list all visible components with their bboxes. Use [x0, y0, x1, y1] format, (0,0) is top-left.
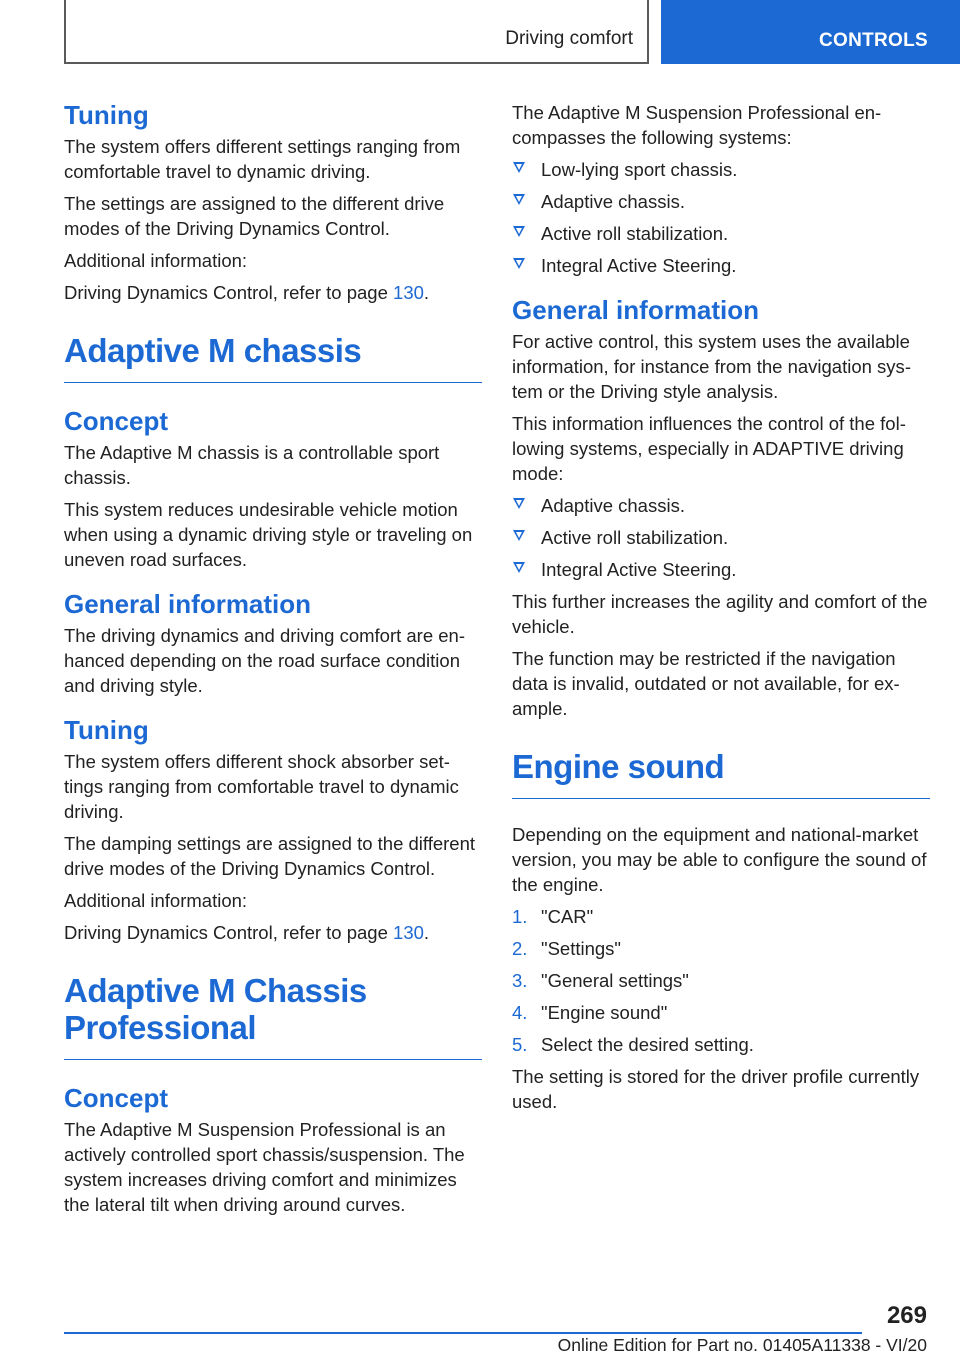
- list-item: Integral Active Steering.: [512, 253, 930, 278]
- list-item: Low-lying sport chassis.: [512, 157, 930, 182]
- paragraph: The system offers different shock absorber settings ranging from comfortable travel to dynamic driving.: [64, 751, 459, 822]
- paragraph: This information influences the control of the following systems, especially in ADAPTIVE driving mode:: [512, 413, 906, 484]
- step-number: 4.: [512, 1002, 528, 1023]
- paragraph: For active control, this system uses the available information, for instance from the navigation system or the Driving style analysis.: [512, 331, 911, 402]
- steps-list: [512, 904, 930, 1057]
- list-item: 5. Select the desired setting.: [512, 1034, 754, 1055]
- triangle-bullet-icon: [513, 226, 525, 237]
- step-number: 5.: [512, 1034, 528, 1055]
- step-number: 1.: [512, 906, 528, 927]
- paragraph: The Adaptive M Suspension Professional is an actively controlled sport chassis/suspension. The system increases driving comfort and minimizes the lateral tilt when driving around curves.: [64, 1119, 465, 1215]
- chassis-professional-heading: Adaptive M Chassis Professional: [64, 972, 482, 1060]
- paragraph: The function may be restricted if the navigation data is invalid, outdated or not available, for example.: [512, 648, 900, 719]
- page-link-130[interactable]: 130: [393, 922, 424, 943]
- list-item: 3. "General settings": [512, 970, 689, 991]
- list-item: 1. "CAR": [512, 906, 594, 927]
- triangle-bullet-icon: [513, 258, 525, 269]
- header-section-title: Driving comfort: [505, 28, 633, 49]
- list-item: Adaptive chassis.: [512, 493, 930, 518]
- step-number: 3.: [512, 970, 528, 991]
- header-section-box: [64, 0, 649, 64]
- triangle-bullet-icon: [513, 562, 525, 573]
- paragraph: Additional information:: [64, 890, 248, 911]
- paragraph: The setting is stored for the driver profile currently used.: [512, 1066, 920, 1112]
- edition-note: Online Edition for Part no. 01405A11338 - VI/20: [557, 1335, 927, 1355]
- tuning-heading: Tuning: [64, 715, 149, 745]
- list-item: Active roll stabilization.: [512, 525, 930, 550]
- paragraph: This further increases the agility and comfort of the vehicle.: [512, 591, 928, 637]
- paragraph: The damping settings are assigned to the different drive modes of the Driving Dynamics Control.: [64, 833, 476, 879]
- page-link-130[interactable]: 130: [393, 282, 424, 303]
- paragraph: The settings are assigned to the different drive modes of the Driving Dynamics Control.: [64, 193, 445, 239]
- header-chapter-box: [661, 0, 960, 64]
- concept-heading: Concept: [64, 1083, 168, 1113]
- tuning-heading: Tuning: [64, 100, 149, 130]
- paragraph: The system offers different settings ranging from comfortable travel to dynamic driving.: [64, 136, 461, 182]
- paragraph: Depending on the equipment and national-market version, you may be able to configure the sound of the engine.: [512, 824, 927, 895]
- page-reference: Driving Dynamics Control, refer to page 130.: [64, 922, 430, 943]
- paragraph: Additional information:: [64, 250, 248, 271]
- systems-list: [512, 157, 930, 278]
- triangle-bullet-icon: [513, 530, 525, 541]
- paragraph: The Adaptive M chassis is a controllable sport chassis.: [64, 442, 440, 488]
- header-chapter-title: CONTROLS: [818, 30, 928, 51]
- right-column: [512, 100, 930, 1121]
- triangle-bullet-icon: [513, 498, 525, 509]
- general-information-heading: General information: [512, 295, 760, 325]
- paragraph: The driving dynamics and driving comfort are enhanced depending on the road surface condition and driving style.: [64, 625, 466, 696]
- triangle-bullet-icon: [513, 162, 525, 173]
- paragraph: The Adaptive M Suspension Professional encompasses the following systems:: [512, 102, 882, 148]
- step-number: 2.: [512, 938, 528, 959]
- triangle-bullet-icon: [513, 194, 525, 205]
- influenced-systems-list: [512, 493, 930, 582]
- list-item: Integral Active Steering.: [512, 557, 930, 582]
- chassis-heading: Adaptive M chassis: [64, 332, 482, 383]
- page-reference: Driving Dynamics Control, refer to page 130.: [64, 282, 430, 303]
- paragraph: This system reduces undesirable vehicle motion when using a dynamic driving style or traveling on uneven road surfaces.: [64, 499, 473, 570]
- list-item: Adaptive chassis.: [512, 189, 930, 214]
- list-item: Active roll stabilization.: [512, 221, 930, 246]
- page-number: 269: [886, 1302, 927, 1329]
- concept-heading: Concept: [64, 406, 168, 436]
- general-information-heading: General information: [64, 589, 312, 619]
- left-column: [64, 100, 482, 1224]
- footer-divider: [64, 1332, 862, 1334]
- engine-sound-heading: Engine sound: [512, 748, 930, 799]
- list-item: 4. "Engine sound": [512, 1002, 668, 1023]
- list-item: 2. "Settings": [512, 938, 621, 959]
